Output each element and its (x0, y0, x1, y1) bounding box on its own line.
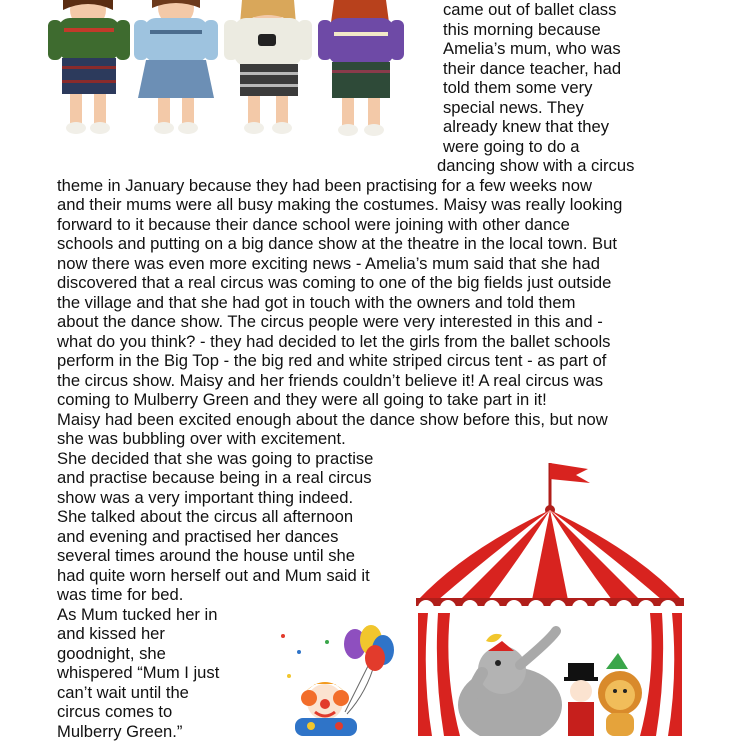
story-line: coming to Mulberry Green and they were all going to take part in it! (57, 390, 547, 410)
balloon-red (365, 645, 385, 671)
story-line: Mulberry Green.” (57, 722, 182, 741)
story-line: told them some very (443, 78, 592, 98)
doll-cream-sweater (224, 0, 312, 134)
story-line: and kissed her (57, 624, 165, 644)
elephant-figure (458, 631, 562, 736)
story-line: can’t wait until the (57, 683, 189, 703)
story-line: She talked about the circus all afternoon (57, 507, 353, 527)
story-line: perform in the Big Top - the big red and white striped circus tent - as part of (57, 351, 606, 371)
story-line: and practise because being in a real circus (57, 468, 372, 488)
doll-green-sweater (48, 0, 130, 134)
story-line: theme in January because they had been practising for a few weeks now (57, 176, 592, 196)
story-line: the circus show. Maisy and her friends couldn’t believe it! A real circus was (57, 371, 603, 391)
circus-tent-illustration (410, 455, 710, 736)
lion-figure (598, 653, 642, 736)
story-line: schools and putting on a big dance show at the theatre in the local town. But (57, 234, 617, 254)
story-line: and their mums were all busy making the costumes. Maisy was really looking (57, 195, 622, 215)
story-line: came out of ballet class (443, 0, 616, 20)
story-line: dancing show with a circus (437, 156, 634, 176)
clown-figure (295, 682, 357, 736)
story-line: about the dance show. The circus people were very interested in this and - (57, 312, 603, 332)
story-line: special news. They (443, 98, 584, 118)
story-line: As Mum tucked her in (57, 605, 217, 625)
clown-balloons-illustration (275, 622, 405, 736)
story-line: what do you think? - they had decided to let the girls from the ballet schools (57, 332, 610, 352)
tent-flag (550, 463, 590, 483)
story-line: their dance teacher, had (443, 59, 621, 79)
doll-blue-sweater (134, 0, 218, 134)
ringmaster-figure (564, 663, 598, 736)
doll-purple-sweater (318, 0, 404, 136)
story-line: was time for bed. (57, 585, 183, 605)
story-line: show was a very important thing indeed. (57, 488, 353, 508)
story-line: discovered that a real circus was coming to one of the big fields just outside (57, 273, 611, 293)
story-line: she was bubbling over with excitement. (57, 429, 346, 449)
story-line: already knew that they (443, 117, 609, 137)
story-line: Amelia’s mum, who was (443, 39, 621, 59)
knitted-dolls-illustration (28, 0, 418, 150)
story-line: Maisy had been excited enough about the dance show before this, but now (57, 410, 608, 430)
story-line: this morning because (443, 20, 601, 40)
story-line: forward to it because their dance school were joining with other dance (57, 215, 570, 235)
story-line: whispered “Mum I just (57, 663, 219, 683)
story-line: and evening and practised her dances (57, 527, 338, 547)
story-line: She decided that she was going to practise (57, 449, 373, 469)
story-line: circus comes to (57, 702, 172, 722)
story-line: now there was even more exciting news - Amelia’s mum said that she had (57, 254, 600, 274)
story-line: goodnight, she (57, 644, 166, 664)
story-line: had quite worn herself out and Mum said it (57, 566, 370, 586)
story-line: were going to do a (443, 137, 580, 157)
story-line: the village and that she had got in touch with the owners and told them (57, 293, 575, 313)
story-line: several times around the house until she (57, 546, 355, 566)
